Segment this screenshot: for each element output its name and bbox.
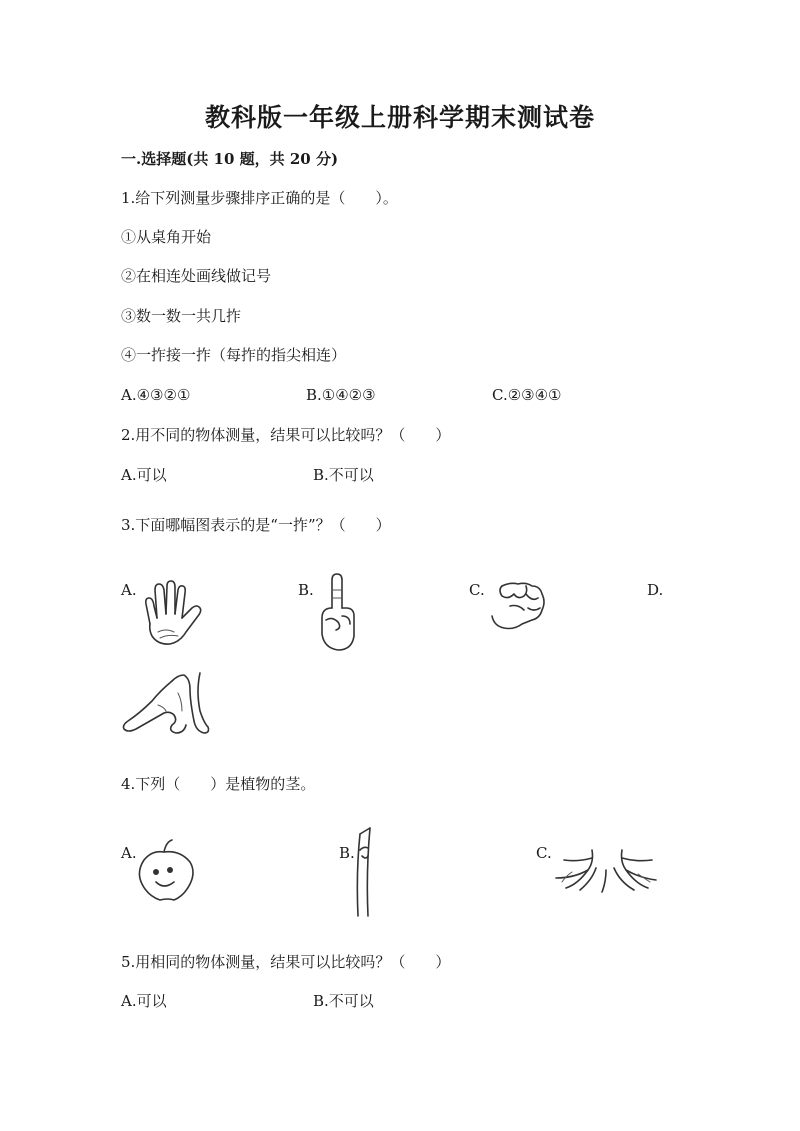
q1-stem: 1.给下列测量步骤排序正确的是（ ）。 (121, 189, 398, 207)
q5-option-a[interactable]: A.可以 (121, 992, 167, 1010)
q1-step-4: ④一拃接一拃（每拃的指尖相连） (121, 346, 347, 364)
root-icon (552, 848, 660, 894)
q3-option-a[interactable]: A. (121, 581, 137, 599)
q2-stem: 2.用不同的物体测量，结果可以比较吗？（ ） (121, 426, 451, 444)
leaf-icon (134, 838, 198, 904)
q1-option-c[interactable]: C.②③④① (492, 386, 562, 404)
q5-option-b[interactable]: B.不可以 (313, 992, 374, 1010)
q3-option-c[interactable]: C. (469, 581, 485, 599)
q3-option-b[interactable]: B. (298, 581, 314, 599)
q3-option-d[interactable]: D. (647, 581, 664, 599)
q1-step-3: ③数一数一共几拃 (121, 307, 242, 325)
q4-option-b[interactable]: B. (339, 844, 355, 862)
page-title: 教科版一年级上册科学期末测试卷 (204, 103, 595, 132)
section-heading: 一.选择题(共 10 题，共 20 分) (121, 150, 339, 168)
q4-option-a[interactable]: A. (121, 844, 137, 862)
hand-span-icon (120, 671, 216, 737)
q2-option-a[interactable]: A.可以 (121, 466, 167, 484)
q1-step-2: ②在相连处画线做记号 (121, 267, 272, 285)
q4-option-c[interactable]: C. (536, 844, 552, 862)
stem-icon (350, 826, 380, 918)
pointing-finger-icon (316, 572, 360, 654)
q1-option-a[interactable]: A.④③②① (121, 386, 191, 404)
q2-option-b[interactable]: B.不可以 (313, 466, 374, 484)
open-hand-icon (136, 580, 208, 654)
q3-stem: 3.下面哪幅图表示的是“一拃”？（ ） (121, 516, 391, 534)
q1-option-b[interactable]: B.①④②③ (306, 386, 376, 404)
fist-icon (488, 580, 548, 634)
q1-step-1: ①从桌角开始 (121, 228, 212, 246)
q5-stem: 5.用相同的物体测量，结果可以比较吗？（ ） (121, 953, 451, 971)
q4-stem: 4.下列（ ）是植物的茎。 (121, 775, 316, 793)
